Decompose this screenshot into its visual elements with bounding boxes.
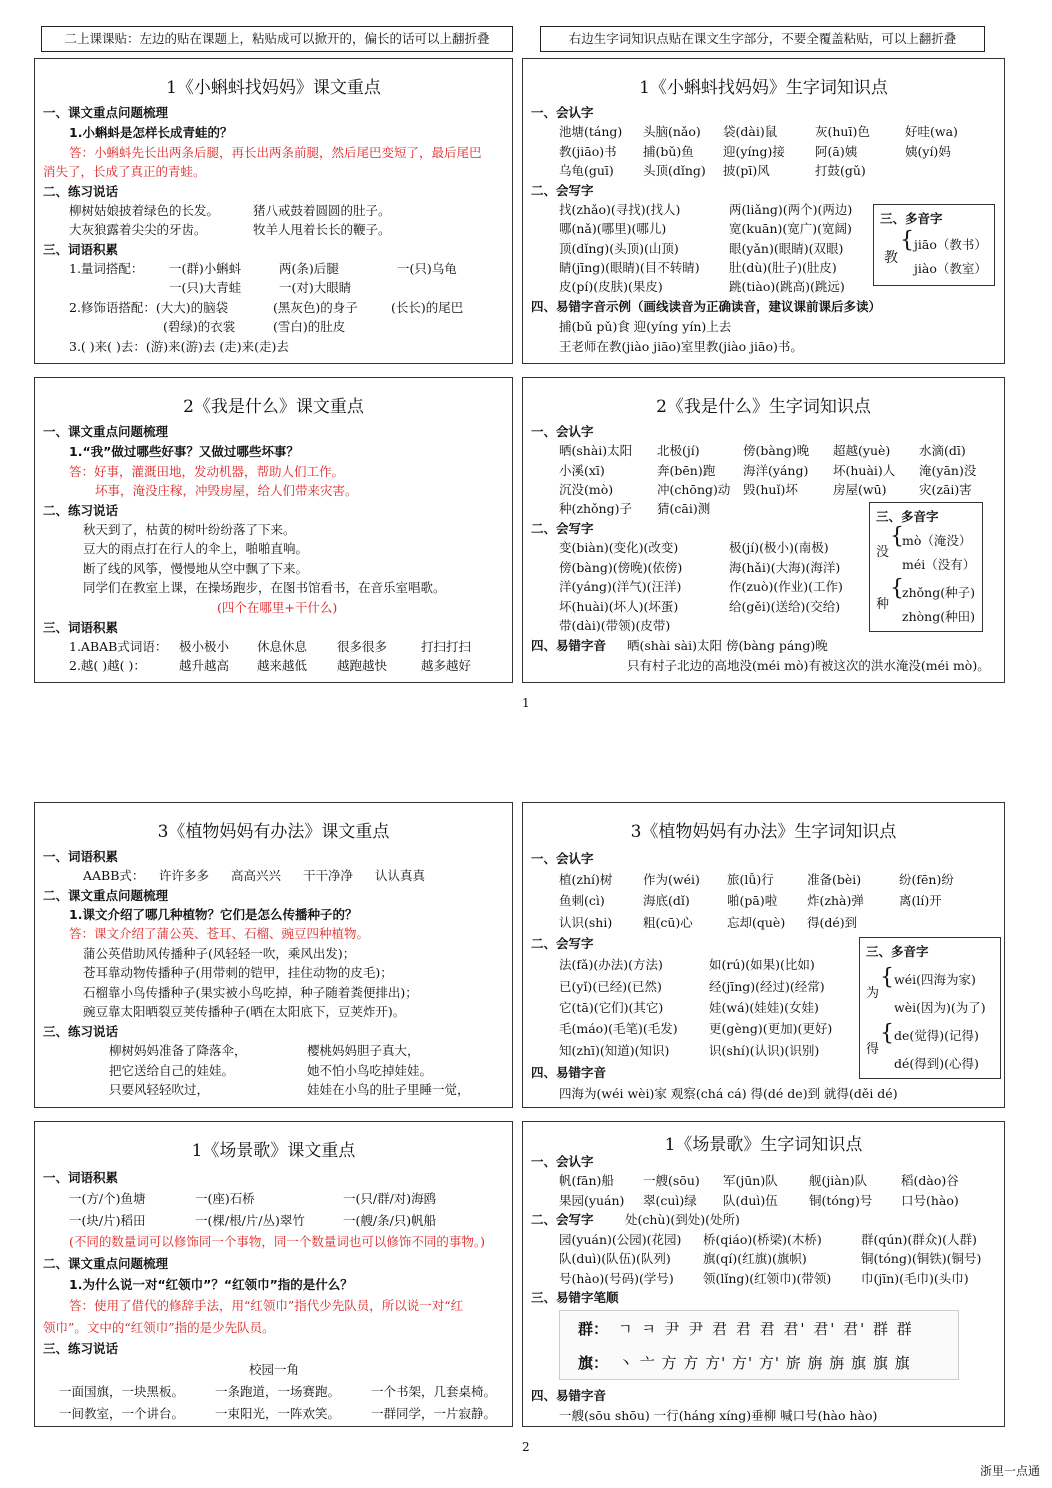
sentence: 柳树姑娘披着绿色的长发。 xyxy=(69,203,220,218)
polyphone-reading: jiào（教室） xyxy=(914,261,987,276)
answer-line: 石榴靠小鸟传播种子(果实被小鸟吃掉，种子随着粪便排出)； xyxy=(83,985,418,1000)
word-item: 打扫打扫 xyxy=(421,639,472,654)
section-heading: 三、词语积累 xyxy=(43,620,119,635)
poem-line: 把它送给自己的娃娃。 xyxy=(109,1063,235,1078)
section-heading: 二、会写字 xyxy=(531,521,594,536)
char-item: 教(jiāo)书 xyxy=(559,144,617,159)
char-item: 果园(yuán) xyxy=(559,1193,625,1208)
word-item: 一(块/片)稻田 xyxy=(69,1213,146,1228)
char-item: 超越(yuè) xyxy=(833,443,891,458)
write-item: 变(biàn)(变化)(改变) xyxy=(559,540,679,555)
write-item: 眼(yǎn)(眼睛)(双眼) xyxy=(729,241,844,256)
char-item: 队(duì)伍 xyxy=(723,1193,778,1208)
char-item: 舰(jiàn)队 xyxy=(809,1173,868,1188)
error-line: 捕(bǔ pǔ)食 迎(yíng yín)上去 xyxy=(559,319,732,334)
polyphone-box xyxy=(869,502,983,632)
answer-line: 答：好事，灌溉田地，发动机器，帮助人们工作。 xyxy=(69,464,345,479)
card-lesson3-key xyxy=(34,802,513,1108)
write-item: 跳(tiào)(跳高)(跳远) xyxy=(729,279,845,294)
word-item: 越升越高 xyxy=(179,658,230,673)
polyphone-reading: zhòng(种田) xyxy=(902,609,975,624)
char-item: 淹(yān)没 xyxy=(919,463,977,478)
char-item: 得(dé)到 xyxy=(807,915,858,930)
answer-line: 答：课文介绍了蒲公英、苍耳、石榴、豌豆四种植物。 xyxy=(69,926,370,941)
word-item: 很多很多 xyxy=(337,639,388,654)
poem-line: 柳树妈妈准备了降落伞， xyxy=(109,1043,247,1058)
card-lesson1-key xyxy=(34,58,513,364)
char-item: 翠(cuì)绿 xyxy=(643,1193,697,1208)
section-heading: 三、易错字笔顺 xyxy=(531,1290,619,1305)
polyphone-box xyxy=(859,937,1001,1079)
char-item: 姨(yí)妈 xyxy=(905,144,951,159)
word-note: (不同的数量词可以修饰同一个事物，同一个数量词也可以修饰不同的事物。) xyxy=(69,1234,486,1249)
polyphone-reading: dé(得到)(心得) xyxy=(894,1056,979,1071)
char-item: 阿(ā)姨 xyxy=(815,144,858,159)
section-heading: 二、练习说话 xyxy=(43,184,119,199)
sentence: 豆大的雨点打在行人的伞上，啪啪直响。 xyxy=(83,541,309,556)
card-lesson1-words xyxy=(522,58,1005,364)
answer-line: 答：小蝌蚪先长出两条后腿，再长出两条前腿，然后尾巴变短了，最后尾巴 xyxy=(69,145,482,160)
write-item: 领(lǐng)(红领巾)(带领) xyxy=(703,1271,832,1286)
sentence: 大灰狼露着尖尖的牙齿。 xyxy=(69,222,207,237)
poem-line: 娃娃在小鸟的肚子里睡一觉， xyxy=(307,1082,470,1097)
card-title: 1《场景歌》生字词知识点 xyxy=(664,1135,863,1155)
char-item: 作为(wéi) xyxy=(643,872,700,887)
brace-icon: { xyxy=(880,1021,894,1046)
word-item: 一(方/个)鱼塘 xyxy=(69,1191,146,1206)
answer-line: 领巾”。文中的“红领巾”指的是少先队员。 xyxy=(43,1320,275,1335)
char-item: 奔(bēn)跑 xyxy=(657,463,716,478)
write-item: 肚(dù)(肚子)(肚皮) xyxy=(729,260,837,275)
section-heading: 二、会写字 xyxy=(531,1212,594,1227)
write-item: 坏(huài)(坏人)(坏蛋) xyxy=(559,599,679,614)
polyphone-reading: mò（淹没） xyxy=(902,533,972,548)
word-item: 越多越好 xyxy=(421,658,472,673)
char-item: 种(zhǒng)子 xyxy=(559,501,632,516)
section-heading: 二、课文重点问题梳理 xyxy=(43,888,169,903)
char-item: 沉没(mò) xyxy=(559,482,614,497)
char-item: 迎(yíng)接 xyxy=(723,144,785,159)
polyphone-heading: 三、多音字 xyxy=(880,211,943,226)
word-item: 极小极小 xyxy=(179,639,230,654)
poem-line: 她不怕小鸟吃掉娃娃。 xyxy=(307,1063,433,1078)
write-item: 识(shí)(认识)(识别) xyxy=(709,1043,820,1058)
write-item: 找(zhǎo)(寻找)(找人) xyxy=(559,202,681,217)
write-item: 法(fǎ)(办法)(方法) xyxy=(559,957,663,972)
word-item: (碧绿)的衣裳 xyxy=(163,319,236,334)
write-item: 哪(nǎ)(哪里)(哪儿) xyxy=(559,221,667,236)
write-item: 海(hǎi)(大海)(海洋) xyxy=(729,560,841,575)
char-item: 头脑(nǎo) xyxy=(643,124,701,139)
write-item: 毛(máo)(毛笔)(毛发) xyxy=(559,1021,678,1036)
section-heading: 一、词语积累 xyxy=(43,849,119,864)
polyphone-char: 种 xyxy=(876,597,890,612)
char-item: 小溪(xī) xyxy=(559,463,605,478)
section-heading: 二、会写字 xyxy=(531,183,594,198)
page-number: 2 xyxy=(522,1440,530,1454)
char-item: 忘却(què) xyxy=(727,915,786,930)
polyphone-heading: 三、多音字 xyxy=(866,944,929,959)
polyphone-char: 教 xyxy=(884,250,898,266)
write-item: 洋(yáng)(洋气)(汪洋) xyxy=(559,579,682,594)
word-item: 3.( )来( )去：(游)来(游)去 (走)来(走)去 xyxy=(69,339,289,354)
answer-line: 蒲公英借助风传播种子(风轻轻一吹，乘风出发)； xyxy=(83,946,356,961)
write-item: 两(liǎng)(两个)(两边) xyxy=(729,202,853,217)
question: 1.课文介绍了哪几种植物？它们是怎么传播种子的？ xyxy=(69,907,358,922)
word-item: (长长)的尾巴 xyxy=(391,300,464,315)
write-item: 群(qún)(群众)(人群) xyxy=(861,1232,977,1247)
stroke-char: 群： xyxy=(578,1320,609,1338)
poem-line: 一条跑道，一场赛跑。 xyxy=(215,1384,341,1399)
char-item: 北极(jí) xyxy=(657,443,700,458)
card-title: 1《小蝌蚪找妈妈》课文重点 xyxy=(166,78,381,98)
answer-line: 坏事，淹没庄稼，冲毁房屋，给人们带来灾害。 xyxy=(95,483,358,498)
word-item: 一(艘/条/只)帆船 xyxy=(343,1213,437,1228)
write-item: 铜(tóng)(铜铁)(铜号) xyxy=(861,1251,982,1266)
section-heading: 二、练习说话 xyxy=(43,503,119,518)
subtitle: 校园一角 xyxy=(249,1362,300,1377)
char-item: 袋(dài)鼠 xyxy=(723,124,778,139)
section-heading: 四、易错字音 xyxy=(531,638,607,653)
answer-line: 苍耳靠动物传播种子(用带刺的铠甲，挂住动物的皮毛)； xyxy=(83,965,393,980)
stroke-sequence: ㄱ ㅋ 尹 尹 君 君 君 君' 君' 君' 群 群 xyxy=(618,1320,914,1338)
char-item: 灰(huī)色 xyxy=(815,124,870,139)
section-heading: 一、课文重点问题梳理 xyxy=(43,424,169,439)
answer-line: 豌豆靠太阳晒裂豆荚传播种子(晒在太阳底下，豆荚炸开)。 xyxy=(83,1004,406,1019)
stroke-sequence: 丶 亠 方 方 方' 方' 方' 旂 旃 旃 旗 旗 旗 xyxy=(618,1354,911,1372)
brace-icon: { xyxy=(890,524,904,549)
write-item: 园(yuán)(公园)(花园) xyxy=(559,1232,682,1247)
brace-icon: { xyxy=(900,228,914,253)
section-heading: 一、会认字 xyxy=(531,105,594,120)
word-item: 认认真真 xyxy=(375,868,426,883)
char-item: 海底(dǐ) xyxy=(643,893,690,908)
card-scene-song-words xyxy=(522,1121,1005,1427)
section-heading: 一、会认字 xyxy=(531,1154,594,1169)
section-heading: 三、练习说话 xyxy=(43,1341,119,1356)
char-item: 粗(cū)心 xyxy=(643,915,693,930)
char-item: 植(zhí)树 xyxy=(559,872,613,887)
page-number: 1 xyxy=(522,696,530,710)
char-item: 稻(dào)谷 xyxy=(901,1173,959,1188)
question: 1.小蝌蚪是怎样长成青蛙的？ xyxy=(69,125,233,140)
char-item: 一艘(sōu) xyxy=(643,1173,700,1188)
polyphone-heading: 三、多音字 xyxy=(876,509,939,524)
section-heading: 四、易错字音 xyxy=(531,1065,607,1080)
brace-icon: { xyxy=(890,576,904,601)
error-line: 只有村子北边的高地没(méi mò)有被这次的洪水淹没(méi mò)。 xyxy=(627,658,990,673)
char-item: 披(pī)风 xyxy=(723,163,770,178)
char-item: 口号(hào) xyxy=(901,1193,959,1208)
card-title: 3《植物妈妈有办法》生字词知识点 xyxy=(630,822,897,842)
card-lesson2-words xyxy=(522,377,1005,683)
char-item: 帆(fān)船 xyxy=(559,1173,614,1188)
polyphone-reading: méi（没有） xyxy=(902,557,976,572)
word-item: 一(只)乌龟 xyxy=(397,261,457,276)
sentence: 秋天到了，枯黄的树叶纷纷落了下来。 xyxy=(83,522,296,537)
char-item: 冲(chōng)动 xyxy=(657,482,731,497)
write-item: 经(jīng)(经过)(经常) xyxy=(709,979,825,994)
section-heading: 四、易错字音示例（画线读音为正确读音，建议课前课后多读） xyxy=(531,299,882,314)
poem-line: 樱桃妈妈胆子真大， xyxy=(307,1043,420,1058)
polyphone-char: 得 xyxy=(866,1042,880,1057)
word-item: 越来越低 xyxy=(257,658,308,673)
sentence: 牧羊人甩着长长的鞭子。 xyxy=(253,222,391,237)
error-line: 晒(shài sài)太阳 傍(bàng páng)晚 xyxy=(627,638,828,653)
section-heading: 四、易错字音 xyxy=(531,1388,607,1403)
section-heading: 三、练习说话 xyxy=(43,1024,119,1039)
word-item: 1.量词搭配： xyxy=(69,261,144,276)
section-heading: 二、课文重点问题梳理 xyxy=(43,1256,169,1271)
stroke-char: 旗： xyxy=(578,1354,609,1372)
char-item: 捕(bǔ)鱼 xyxy=(643,144,694,159)
error-line: 一艘(sōu shōu) 一行(háng xíng)垂柳 喊口号(hào hào) xyxy=(559,1408,878,1423)
char-item: 晒(shài)太阳 xyxy=(559,443,633,458)
char-item: 乌龟(guī) xyxy=(559,163,614,178)
stroke-order-panel xyxy=(559,1310,959,1380)
section-heading: 一、课文重点问题梳理 xyxy=(43,105,169,120)
poem-line: 一个书架，几套桌椅。 xyxy=(371,1384,497,1399)
write-item: 队(duì)(队伍)(队列) xyxy=(559,1251,671,1266)
write-item: 桥(qiáo)(桥梁)(木桥) xyxy=(703,1232,822,1247)
write-item: 顶(dǐng)(头顶)(山顶) xyxy=(559,241,679,256)
answer-line: 消失了，长成了真正的青蛙。 xyxy=(43,164,206,179)
char-item: 水滴(dī) xyxy=(919,443,966,458)
word-item: (黑灰色)的身子 xyxy=(273,300,358,315)
sentence: 猪八戒鼓着圆圆的肚子。 xyxy=(253,203,391,218)
card-scene-song-key xyxy=(34,1121,513,1427)
write-item: 宽(kuān)(宽广)(宽阔) xyxy=(729,221,852,236)
error-line: 四海为(wéi wèi)家 观察(chá cá) 得(dé de)到 就得(děi dé) xyxy=(559,1086,898,1101)
write-item: 知(zhī)(知道)(知识) xyxy=(559,1043,670,1058)
char-item: 傍(bàng)晚 xyxy=(743,443,810,458)
char-item: 池塘(táng) xyxy=(559,124,623,139)
write-item: 处(chù)(到处)(处所) xyxy=(625,1212,740,1227)
word-item: 干干净净 xyxy=(303,868,354,883)
sentence-note: (四个在哪里+干什么) xyxy=(217,600,338,615)
poem-line: 一面国旗，一块黑板。 xyxy=(59,1384,185,1399)
section-heading: 一、会认字 xyxy=(531,851,594,866)
write-item: 旗(qí)(红旗)(旗帜) xyxy=(703,1251,807,1266)
card-title: 3《植物妈妈有办法》课文重点 xyxy=(157,822,390,842)
word-item: AABB式： xyxy=(83,868,145,883)
poem-line: 只要风轻轻吹过， xyxy=(109,1082,210,1097)
word-item: 许许多多 xyxy=(159,868,210,883)
polyphone-char: 没 xyxy=(876,545,890,560)
polyphone-reading: de(觉得)(记得) xyxy=(894,1028,979,1043)
card-title: 2《我是什么》课文重点 xyxy=(183,397,364,417)
word-item: 1.ABAB式词语： xyxy=(69,639,168,654)
word-item: 一(棵/根/片/丛)翠竹 xyxy=(195,1213,305,1228)
word-item: 高高兴兴 xyxy=(231,868,282,883)
char-item: 海洋(yáng) xyxy=(743,463,809,478)
char-item: 认识(shi) xyxy=(559,915,613,930)
write-item: 它(tā)(它们)(其它) xyxy=(559,1000,664,1015)
write-item: 给(gěi)(送给)(交给) xyxy=(729,599,841,614)
char-item: 坏(huài)人 xyxy=(833,463,896,478)
footer-brand: 浙里一点通 xyxy=(980,1464,1041,1478)
note-right: 右边生字词知识点贴在课文生字部分，不要全覆盖粘贴，可以上翻折叠 xyxy=(540,26,985,52)
polyphone-reading: zhǒng(种子) xyxy=(902,585,975,600)
polyphone-reading: wéi(四海为家) xyxy=(894,972,976,987)
note-left: 二上课课贴：左边的贴在课题上，粘贴成可以掀开的，偏长的话可以上翻折叠 xyxy=(41,26,513,52)
char-item: 军(jūn)队 xyxy=(723,1173,778,1188)
char-item: 离(lí)开 xyxy=(899,893,942,908)
poem-line: 一群同学，一片寂静。 xyxy=(371,1406,497,1421)
char-item: 房屋(wū) xyxy=(833,482,887,497)
poem-line: 一间教室，一个讲台。 xyxy=(59,1406,185,1421)
card-lesson2-key xyxy=(34,377,513,683)
write-item: 巾(jīn)(毛巾)(头巾) xyxy=(861,1271,969,1286)
char-item: 纷(fēn)纷 xyxy=(899,872,954,887)
write-item: 已(yǐ)(已经)(已然) xyxy=(559,979,662,994)
word-item: 2.修饰语搭配：(大大)的脑袋 xyxy=(69,300,229,315)
write-item: 傍(bàng)(傍晚)(依傍) xyxy=(559,560,683,575)
char-item: 鱼刺(cì) xyxy=(559,893,605,908)
card-lesson3-words xyxy=(522,802,1005,1108)
section-heading: 一、词语积累 xyxy=(43,1170,119,1185)
write-item: 如(rú)(如果)(比如) xyxy=(709,957,815,972)
answer-line: 答：使用了借代的修辞手法，用“红领巾”指代少先队员，所以说一对“红 xyxy=(69,1298,464,1313)
word-item: 一(座)石桥 xyxy=(195,1191,255,1206)
char-item: 铜(tóng)号 xyxy=(809,1193,873,1208)
polyphone-reading: wèi(因为)(为了) xyxy=(894,1000,986,1015)
word-item: (雪白)的肚皮 xyxy=(273,319,346,334)
word-item: 2.越( )越( )： xyxy=(69,658,146,673)
question: 1.“我”做过哪些好事？又做过哪些坏事？ xyxy=(69,444,299,459)
card-title: 2《我是什么》生字词知识点 xyxy=(656,397,871,417)
question: 1.为什么说一对“红领巾”？“红领巾”指的是什么？ xyxy=(69,1277,353,1292)
section-heading: 二、会写字 xyxy=(531,936,594,951)
char-item: 旅(lǚ)行 xyxy=(727,872,774,887)
write-item: 号(hào)(号码)(学号) xyxy=(559,1271,674,1286)
write-item: 皮(pí)(皮肤)(果皮) xyxy=(559,279,663,294)
write-item: 带(dài)(带领)(皮带) xyxy=(559,618,671,633)
char-item: 打鼓(gǔ) xyxy=(815,163,866,178)
card-title: 1《场景歌》课文重点 xyxy=(191,1141,356,1161)
word-item: 一(只)大青蛙 xyxy=(169,280,242,295)
write-item: 更(gèng)(更加)(更好) xyxy=(709,1021,833,1036)
write-item: 娃(wá)(娃娃)(女娃) xyxy=(709,1000,819,1015)
write-item: 极(jí)(极小)(南极) xyxy=(729,540,829,555)
word-item: 越跑越快 xyxy=(337,658,388,673)
error-line: 王老师在教(jiào jiāo)室里教(jiào jiāo)书。 xyxy=(559,339,803,354)
word-item: 一(群)小蝌蚪 xyxy=(169,261,242,276)
word-item: 两(条)后腿 xyxy=(279,261,339,276)
char-item: 毁(huǐ)坏 xyxy=(743,482,798,497)
polyphone-box xyxy=(873,204,995,286)
sentence: 断了线的风筝，慢慢地从空中飘了下来。 xyxy=(83,561,309,576)
char-item: 头顶(dǐng) xyxy=(643,163,706,178)
brace-icon: { xyxy=(880,965,894,990)
card-title: 1《小蝌蚪找妈妈》生字词知识点 xyxy=(639,78,888,98)
write-item: 作(zuò)(作业)(工作) xyxy=(729,579,843,594)
sentence: 同学们在教室上课，在操场跑步，在图书馆看书，在音乐室唱歌。 xyxy=(83,580,446,595)
char-item: 准备(bèi) xyxy=(807,872,862,887)
word-item: 一(对)大眼睛 xyxy=(279,280,352,295)
char-item: 好哇(wa) xyxy=(905,124,958,139)
char-item: 灾(zāi)害 xyxy=(919,482,972,497)
char-item: 猜(cāi)测 xyxy=(657,501,711,516)
char-item: 啪(pā)啦 xyxy=(727,893,778,908)
section-heading: 一、会认字 xyxy=(531,424,594,439)
char-item: 炸(zhà)弹 xyxy=(807,893,864,908)
polyphone-reading: jiāo（教书） xyxy=(914,237,987,252)
section-heading: 三、词语积累 xyxy=(43,242,119,257)
poem-line: 一束阳光，一阵欢笑。 xyxy=(215,1406,341,1421)
word-item: 休息休息 xyxy=(257,639,308,654)
write-item: 睛(jīng)(眼睛)(目不转睛) xyxy=(559,260,700,275)
word-item: 一(只/群/对)海鸥 xyxy=(343,1191,437,1206)
polyphone-char: 为 xyxy=(866,986,880,1001)
